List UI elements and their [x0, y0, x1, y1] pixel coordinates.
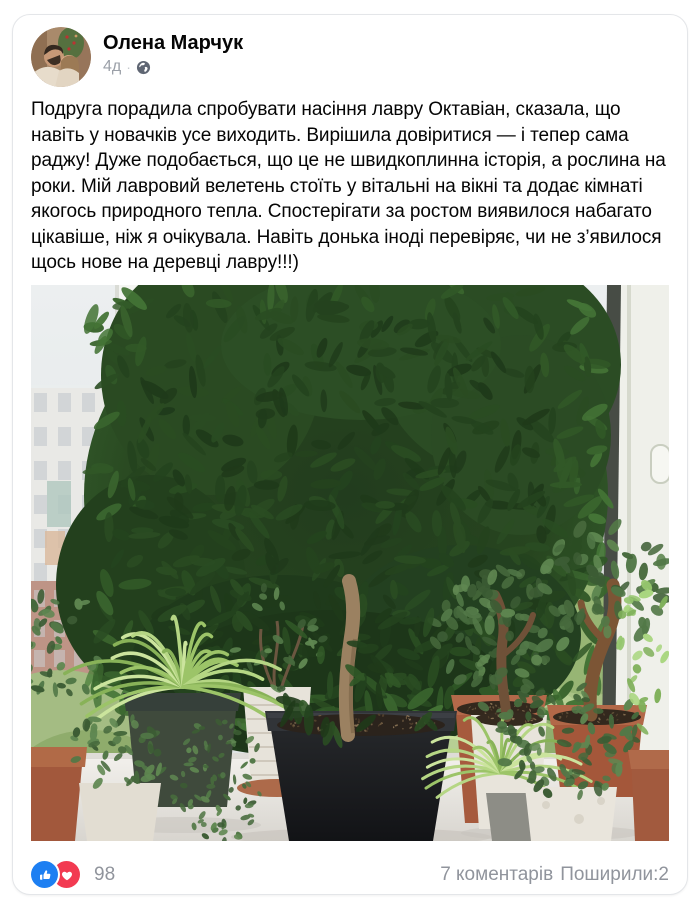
engagement-counts [440, 864, 669, 886]
post-text: Подруга порадила спробувати насіння лавру Октавіан, сказала, що навіть у новачків усе виходить. Вирішила довіритися — і тепер сама раджу! Дуже подобається, що це не швидкоплинна історія, а рослина на роки. Мій лавровий велетень стоїть у вітальні на вікні та додає кімнаті якогось природного тепла. Спостерігати за ростом виявилося набагато цікавіше, ніж я очікувала. Навіть донька іноді перевіряє, чи не з’явилося щось нове на деревці лавру!!!) [31, 99, 666, 273]
post-footer [31, 841, 669, 895]
small-white-pot [79, 783, 161, 841]
like-thumb-icon[interactable] [31, 861, 58, 888]
window-handle [651, 445, 669, 483]
reaction-count[interactable]: 98 [94, 863, 116, 885]
meta-separator-dot: · [126, 59, 131, 75]
avatar-image [31, 27, 91, 87]
post-header [31, 27, 669, 89]
textured-white-pot [525, 787, 617, 841]
public-globe-icon [136, 60, 151, 75]
reaction-summary [31, 861, 115, 888]
header-meta [103, 27, 243, 76]
shares-count[interactable]: Поширили:2 [560, 863, 669, 885]
post-photo[interactable] [31, 285, 669, 841]
post-card [12, 14, 688, 895]
terracotta-pot-far-right [631, 757, 669, 841]
avatar[interactable] [31, 27, 91, 87]
comments-count[interactable]: 7 коментарів [440, 863, 554, 885]
terracotta-pot-left [31, 755, 83, 841]
bay-laurel-canopy [56, 285, 621, 760]
author-name[interactable]: Олена Марчук [103, 32, 244, 54]
post-timestamp[interactable]: 4д [103, 58, 122, 75]
